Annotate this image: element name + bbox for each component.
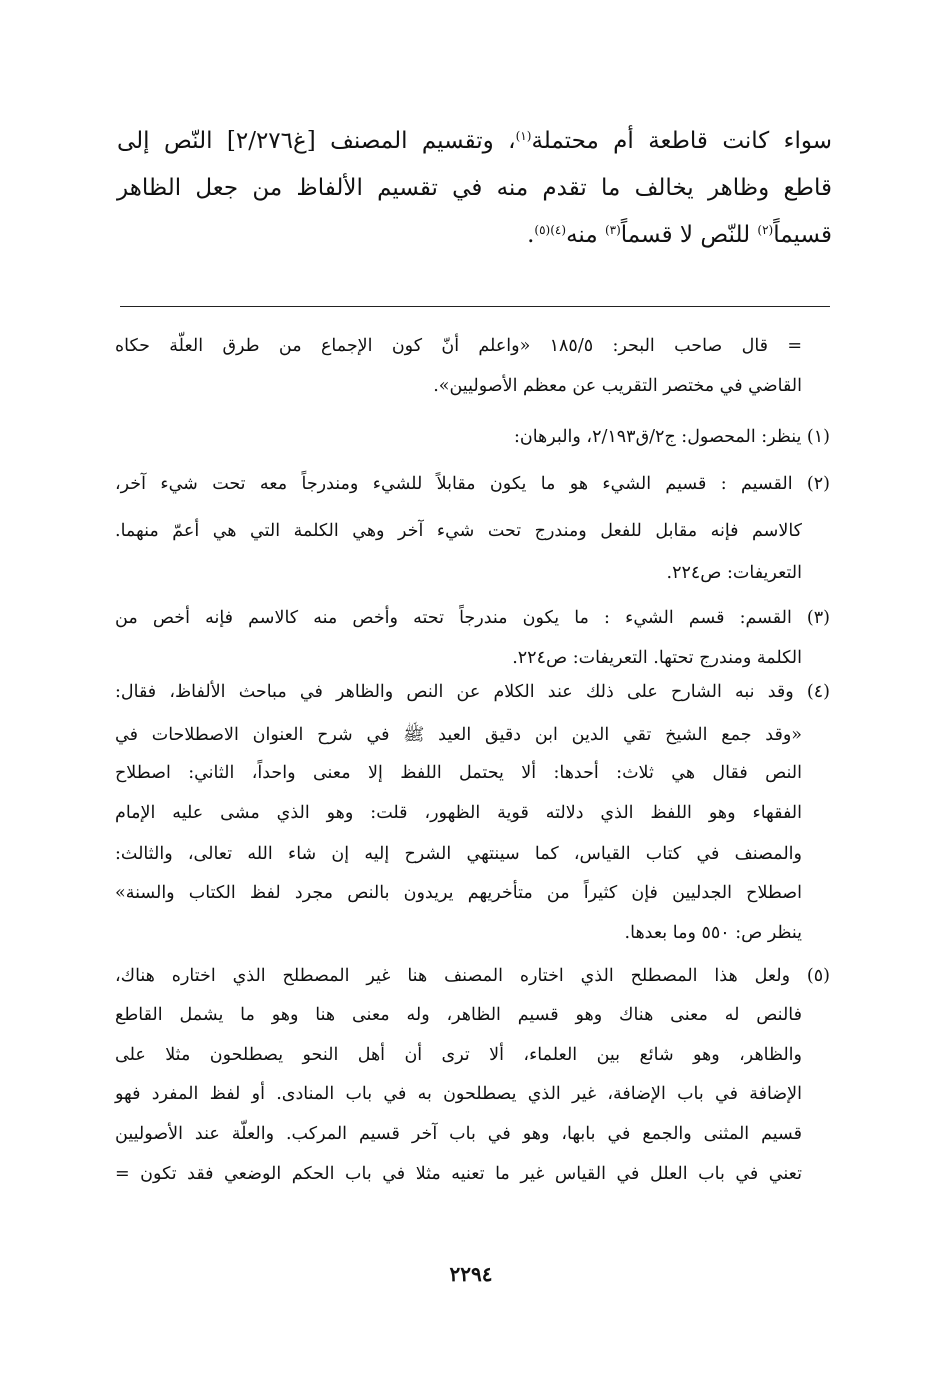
main-line xyxy=(117,222,832,248)
text: . xyxy=(527,222,535,248)
footnote-line: والمصنف في كتاب القياس، كما سينتهي الشرح إليه إن شاء الله تعالى، والثالث: xyxy=(115,844,802,864)
footnote-separator xyxy=(120,306,830,307)
footnote-line: = قال صاحب البحر: ١٨٥/٥ «واعلم أنّ كون الإجماع من طرق العلّة حكاه xyxy=(115,336,803,356)
footnote-line: (٤) وقد نبه الشارح على ذلك عند الكلام عن النص والظاهر في مباحث الألفاظ، فقال: xyxy=(115,682,830,702)
main-line: قاطع وظاهر يخالف ما تقدم منه في تقسيم الألفاظ من جعل الظاهر xyxy=(117,175,832,201)
footnote-line: فالنص له معنى هناك وهو قسيم الظاهر، وله معنى هنا وهو ما يشمل القاطع xyxy=(115,1005,802,1025)
footnote-line: (٥) ولعل هذا المصطلح الذي اختاره المصنف هنا غير المصطلح الذي اختاره هناك، xyxy=(115,966,830,986)
text: ، وتقسيم المصنف [غ٢/٢٧٦] النّص إلى xyxy=(117,128,516,154)
footnote-line: الفقهاء وهو اللفظ الذي دلالته قوية الظهور، قلت: وهو الذي مشى عليه الإمام xyxy=(115,803,802,823)
footnote-ref: (٣) xyxy=(604,223,621,237)
footnote-line: «وقد جمع الشيخ تقي الدين ابن دقيق العيد ﷺ في شرح العنوان الاصطلاحات في xyxy=(115,725,802,745)
footnote-line: والظاهر، وهو شائع بين العلماء، ألا ترى أن أهل النحو يصطلحون مثلا على xyxy=(115,1045,802,1065)
main-line xyxy=(117,128,832,154)
text: للنّص لا قسماً xyxy=(620,222,758,248)
footnote-line: (٣) القسم: قسم الشيء : ما يكون مندرجاً تحته وأخص منه كالاسم فإنه أخص من xyxy=(115,608,830,628)
footnote-line: ينظر ص: ٥٥٠ وما بعدها. xyxy=(624,923,802,943)
footnote-ref: (١) xyxy=(515,129,532,143)
footnote-line: القاضي في مختصر التقريب عن معظم الأصوليين». xyxy=(433,376,802,396)
footnote-line: النص فقال هي ثلاث: أحدها: ألا يحتمل اللفظ إلا معنى واحداً، الثاني: اصطلاح xyxy=(115,763,802,783)
footnote-line: الكلمة ومندرج تحتها. التعريفات: ص٢٢٤. xyxy=(512,648,802,668)
footnote-line: تعني في باب العلل في القياس غير ما تعنيه مثلا في باب الحكم الوضعي فقد تكون = xyxy=(115,1164,802,1184)
footnote-line: (٢) القسيم : قسيم الشيء هو ما يكون مقابلاً للشيء ومندرجاً معه تحت شيء آخر، xyxy=(115,474,830,494)
footnote-line: كالاسم فإنه مقابل للفعل ومندرج تحت شيء آخر وهي الكلمة التي هي أعمّ منهما. xyxy=(115,521,802,541)
footnote-line: اصطلاح الجدليين فإن كثيراً من متأخريهم يريدون بالنص مجرد لفظ الكتاب والسنة» xyxy=(115,883,802,903)
footnote-line: الإضافة في باب الإضافة، غير الذي يصطلحون به في باب المنادى. أو لفظ المفرد فهو xyxy=(115,1084,802,1104)
footnote-line: قسيم المثنى والجمع في بابها، وهو في باب آخر قسيم المركب. والعلّة عند الأصوليين xyxy=(115,1124,802,1144)
footnote-ref: (٢) xyxy=(757,223,774,237)
footnote-line: التعريفات: ص٢٢٤. xyxy=(666,563,802,583)
footnote-line: (١) ينظر: المحصول: ج٢/ق٢/١٩٣، والبرهان: xyxy=(513,427,830,447)
page-number: ٢٢٩٤ xyxy=(449,1262,493,1286)
text: سواء كانت قاطعة أم محتملة xyxy=(531,128,833,154)
footnote-ref: (٤)(٥) xyxy=(534,223,567,237)
text: منه xyxy=(566,222,605,248)
text: قسيماً xyxy=(773,222,832,248)
